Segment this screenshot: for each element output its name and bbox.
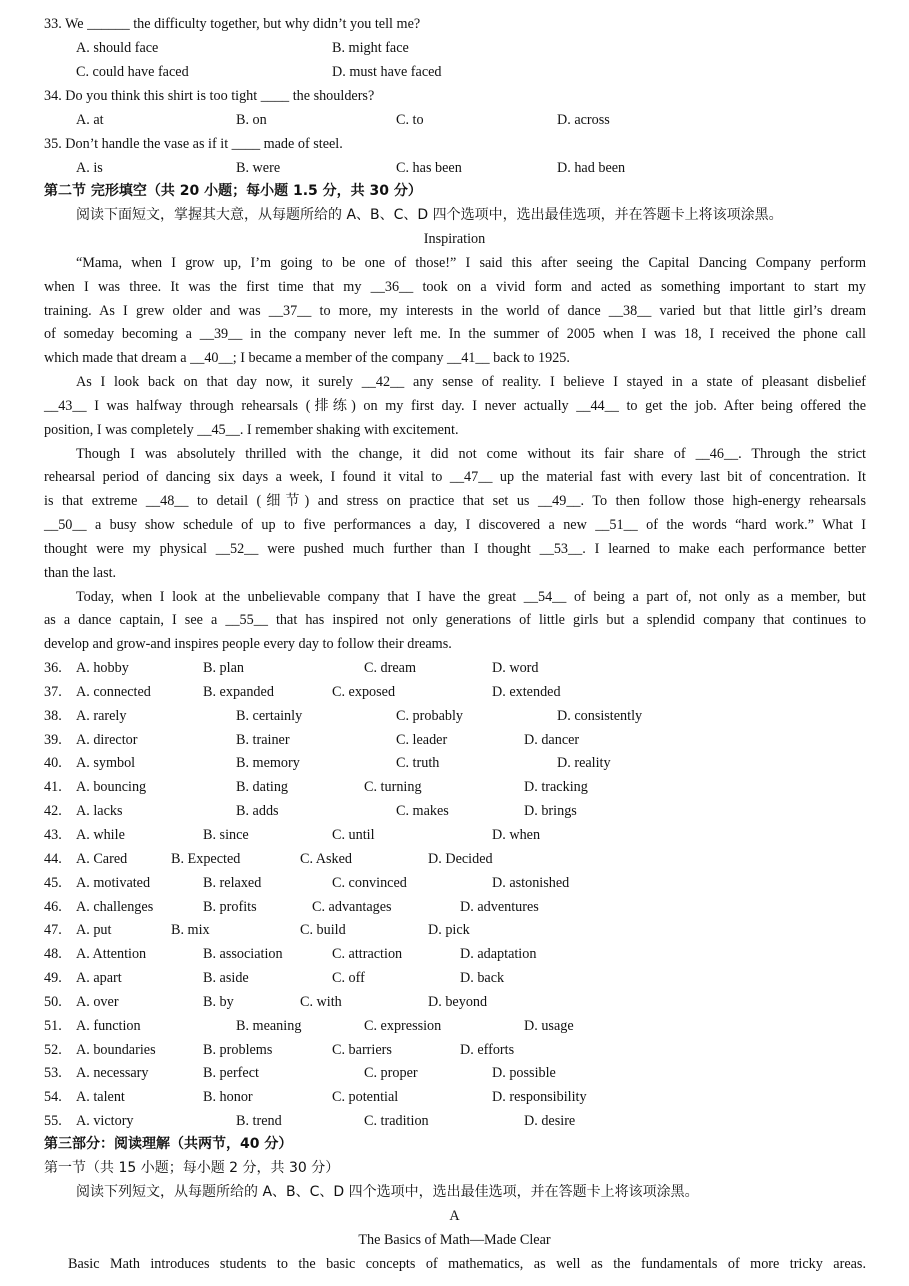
passage-line: as a dance captain, I see a __55__ that has inspired not only generations of little girls but a splendid company that continues to [44, 612, 866, 628]
option: D. must have faced [332, 64, 442, 80]
option: D. adventures [460, 899, 539, 915]
passage-line: Basic Math introduces students to the basic concepts of mathematics, as well as the fundamentals of more tricky areas. [68, 1256, 866, 1272]
passage-line: which made that dream a __40__; I became a member of the company __41__ back to 1925. [44, 350, 570, 366]
option: A. Cared [76, 851, 128, 867]
passage-line: “Mama, when I grow up, I’m going to be one of those!” I said this after seeing the Capital Dancing Company perform [76, 255, 866, 271]
option: D. dancer [524, 732, 580, 748]
passage-line: position, I was completely __45__. I remember shaking with excitement. [44, 422, 459, 438]
option: D. usage [524, 1018, 574, 1034]
option: D. back [460, 970, 505, 986]
option: B. dating [236, 779, 289, 795]
option: C. potential [332, 1089, 399, 1105]
option: B. trainer [236, 732, 290, 748]
part-heading: 第三部分：阅读理解（共两节，40 分） [44, 1136, 293, 1152]
option: B. by [203, 994, 234, 1010]
option: A. director [76, 732, 138, 748]
question-number: 44. [44, 851, 62, 867]
passage-line: than the last. [44, 565, 117, 581]
question-number: 37. [44, 684, 62, 700]
option: B. problems [203, 1042, 273, 1058]
option: C. Asked [300, 851, 353, 867]
option: A. victory [76, 1113, 134, 1129]
passage-line: Though I was absolutely thrilled with the change, it did not come without its fair share of __46__. Through the strict [76, 446, 866, 462]
option: A. while [76, 827, 125, 843]
option: B. aside [203, 970, 249, 986]
question-number: 53. [44, 1065, 62, 1081]
option: D. responsibility [492, 1089, 587, 1105]
passage-line: __43__ I was halfway through rehearsals (排练) on my first day. I never actually __44__ to get the job. After being offered the [44, 398, 866, 414]
option: A. boundaries [76, 1042, 156, 1058]
option: D. reality [557, 755, 611, 771]
option: B. since [203, 827, 249, 843]
option: C. truth [396, 755, 440, 771]
option: B. profits [203, 899, 257, 915]
question-number: 49. [44, 970, 62, 986]
passage-line: training. As I grew older and was __37__ to more, my interests in the world of dance __38__ varied but that little girl’s dream [44, 303, 866, 319]
option: A. over [76, 994, 119, 1010]
section-subheading: 第一节（共 15 小题；每小题 2 分，共 30 分） [44, 1160, 340, 1176]
option: A. at [76, 112, 104, 128]
question-number: 46. [44, 899, 62, 915]
option: A. should face [76, 40, 159, 56]
option: C. to [396, 112, 424, 128]
question-number: 41. [44, 779, 62, 795]
option: A. function [76, 1018, 141, 1034]
option: D. efforts [460, 1042, 515, 1058]
option: A. hobby [76, 660, 129, 676]
option: A. challenges [76, 899, 154, 915]
option: D. beyond [428, 994, 488, 1010]
option: A. bouncing [76, 779, 147, 795]
question-number: 42. [44, 803, 62, 819]
option: A. connected [76, 684, 151, 700]
option: B. certainly [236, 708, 303, 724]
option: B. mix [171, 922, 210, 938]
passage-line: As I look back on that day now, it surely __42__ any sense of reality. I believe I stayed in a state of pleasant disbelief [76, 374, 866, 390]
question-number: 50. [44, 994, 62, 1010]
option: C. leader [396, 732, 448, 748]
option: A. put [76, 922, 112, 938]
question-number: 45. [44, 875, 62, 891]
option: C. has been [396, 160, 462, 176]
option: C. tradition [364, 1113, 429, 1129]
question-number: 48. [44, 946, 62, 962]
passage-line: thought were my physical __52__ were pushed much further than I thought __53__. I learned to make each performance better [44, 541, 866, 557]
option: C. proper [364, 1065, 418, 1081]
option: B. on [236, 112, 267, 128]
option: A. apart [76, 970, 122, 986]
passage-line: develop and grow-and inspires people every day to follow their dreams. [44, 636, 452, 652]
option: C. build [300, 922, 346, 938]
passage-title: Inspiration [423, 231, 486, 247]
option: D. consistently [557, 708, 643, 724]
option: A. is [76, 160, 103, 176]
question-stem: 33. We ______ the difficulty together, but why didn’t you tell me? [44, 16, 421, 32]
passage-line: is that extreme __48__ to detail (细节) and stress on practice that set us __49__. To then follow those high-energy rehearsals [44, 493, 866, 509]
option: D. pick [428, 922, 470, 938]
option: D. extended [492, 684, 561, 700]
option: B. adds [236, 803, 279, 819]
option: B. honor [203, 1089, 253, 1105]
question-number: 47. [44, 922, 62, 938]
question-number: 36. [44, 660, 62, 676]
question-number: 51. [44, 1018, 62, 1034]
option: A. talent [76, 1089, 125, 1105]
passage-title: The Basics of Math—Made Clear [358, 1232, 551, 1248]
option: A. lacks [76, 803, 123, 819]
option: C. could have faced [76, 64, 189, 80]
option: D. across [557, 112, 610, 128]
passage-line: rehearsal period of dancing six days a week, I found it vital to __47__ up the material fast with every last bit of concentration. It [44, 469, 866, 485]
passage-line: of someday becoming a __39__ in the company never left me. In the summer of 2005 when I was 18, I received the phone call [44, 326, 866, 342]
option: D. desire [524, 1113, 576, 1129]
question-number: 38. [44, 708, 62, 724]
option: C. probably [396, 708, 463, 724]
option: B. plan [203, 660, 244, 676]
option: B. meaning [236, 1018, 302, 1034]
option: B. association [203, 946, 283, 962]
passage-line: __50__ a busy show schedule of up to five performances a day, I discovered a new __51__ of the words “hard work.” What I [44, 517, 866, 533]
option: D. Decided [428, 851, 493, 867]
question-number: 55. [44, 1113, 62, 1129]
option: A. Attention [76, 946, 147, 962]
question-number: 54. [44, 1089, 62, 1105]
question-number: 52. [44, 1042, 62, 1058]
section-heading: 第二节 完形填空（共 20 小题；每小题 1.5 分，共 30 分） [44, 183, 422, 199]
question-number: 40. [44, 755, 62, 771]
question-stem: 34. Do you think this shirt is too tight ____ the shoulders? [44, 88, 375, 104]
option: C. off [332, 970, 365, 986]
section-instruction: 阅读下面短文，掌握其大意，从每题所给的 A、B、C、D 四个选项中，选出最佳选项，并在答题卡上将该项涂黑。 [76, 207, 783, 223]
option: C. turning [364, 779, 422, 795]
option: C. with [300, 994, 342, 1010]
option: C. attraction [332, 946, 403, 962]
option: C. until [332, 827, 375, 843]
option: A. rarely [76, 708, 127, 724]
option: D. word [492, 660, 539, 676]
passage-line: when I was three. It was the first time that my __36__ took on a vivid form and acted as something important to start my [44, 279, 866, 295]
option: D. when [492, 827, 541, 843]
option: C. dream [364, 660, 417, 676]
option: B. trend [236, 1113, 282, 1129]
option: B. Expected [171, 851, 241, 867]
option: D. had been [557, 160, 626, 176]
question-stem: 35. Don’t handle the vase as if it ____ made of steel. [44, 136, 343, 152]
option: A. necessary [76, 1065, 149, 1081]
option: B. relaxed [203, 875, 262, 891]
option: B. expanded [203, 684, 274, 700]
passage-line: Today, when I look at the unbelievable company that I have the great __54__ of being a part of, not only as a member, but [76, 589, 866, 605]
option: D. possible [492, 1065, 556, 1081]
option: B. perfect [203, 1065, 259, 1081]
option: A. symbol [76, 755, 136, 771]
option: C. expression [364, 1018, 442, 1034]
option: D. brings [524, 803, 577, 819]
option: C. exposed [332, 684, 396, 700]
question-number: 39. [44, 732, 62, 748]
option: D. astonished [492, 875, 570, 891]
option: C. convinced [332, 875, 407, 891]
option: C. makes [396, 803, 449, 819]
option: B. were [236, 160, 281, 176]
section-instruction: 阅读下列短文，从每题所给的 A、B、C、D 四个选项中，选出最佳选项，并在答题卡上将该项涂黑。 [76, 1184, 699, 1200]
option: C. advantages [312, 899, 392, 915]
option: B. memory [236, 755, 300, 771]
option: D. tracking [524, 779, 588, 795]
option: D. adaptation [460, 946, 537, 962]
option: A. motivated [76, 875, 151, 891]
option: B. might face [332, 40, 409, 56]
passage-letter: A [449, 1208, 460, 1224]
option: C. barriers [332, 1042, 392, 1058]
question-number: 43. [44, 827, 62, 843]
